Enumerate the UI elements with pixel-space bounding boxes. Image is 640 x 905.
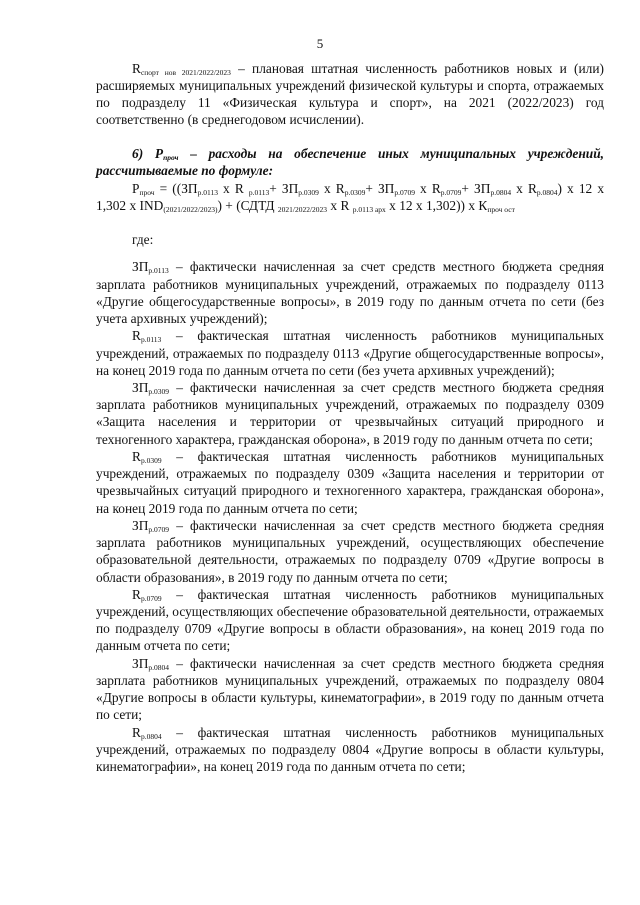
definition-r-0804: $R_{р.0804}$ – фактическая штатная численность работников муниципальных учреждений, отражаемых по подразделу 0804 «Другие вопросы в области культуры, кинематографии», на конец 2019 года по данным отчета по сети; [96,725,604,775]
definition-zp-0709: $ЗП_{р.0709}$ – фактически начисленная за счет средств местного бюджета средняя зарплата работников муниципальных учреждений, осуществляющих обеспечение образовательной деятельности, отражаемых по подразделу 0709 «Другие вопросы в области образования», в 2019 году по данным отчета по сети; [96,518,604,585]
definition-r-0113: $R_{р.0113}$ – фактическая штатная численность работников муниципальных учреждений, отражаемых по подразделу 0113 «Другие общегосударственные вопросы», на конец 2019 года по данным отчета по сети (без учета архивных учреждений); [96,328,604,378]
definition-text: – плановая штатная численность работников новых и (или) расширяемых муниципальных учреждений физической культуры и спорта, отражаемых по подразделу 11 «Физическая культура и спорт», на 2021 (2022/2023) год соответственно (в среднегодовом исчислении). [96,61,604,128]
document-body [96,60,604,775]
definition-r-0709: $R_{р.0709}$ – фактическая штатная численность работников муниципальных учреждений, осуществляющих обеспечение образовательной деятельности, отражаемых по подразделу 0709 «Другие вопросы в области образования», на конец 2019 года по данным отчета по сети; [96,587,604,654]
symbol-subscript: спорт нов 2021/2022/2023 [140,68,231,77]
definition-zp-0309: $ЗП_{р.0309}$ – фактически начисленная за счет средств местного бюджета средняя зарплата работников муниципальных учреждений, отражаемых по подразделу 0309 «Защита населения и территории от чрезвычайных ситуаций природного и техногенного характера, гражданская оборона», в 2019 году по данным отчета по сети; [96,380,604,447]
where-label: где: [132,232,154,248]
symbol: R [132,61,141,76]
section-heading: 6) $Р_{проч}$ – расходы на обеспечение иных муниципальных учреждений, рассчитываемые по формуле: [96,146,605,179]
formula: $Р_{проч} = ((ЗП_{р.0113}$ х R $_{р.0113}+ ЗП_{р.0309}$ х $R_{р.0309}+ ЗП_{р.0709}$ х $R_{р.0709}+ ЗП_{р.0804}$ х $R_{р.0804}$) х 12 х 1,302 х $IND_{(2021/2022/2023)}$) + (СДТД $_{2021/2022/2023}$ х R $_{р.0113 арх}$ х 12 х 1,302)) х $К_{проч ост}$ [96,181,605,215]
definition-zp-0804: $ЗП_{р.0804}$ – фактически начисленная за счет средств местного бюджета средняя зарплата работников муниципальных учреждений, отражаемых по подразделу 0804 «Другие вопросы в области культуры, кинематографии», в 2019 году по данным отчета по сети; [96,656,604,723]
definition-zp-0113: $ЗП_{р.0113}$ – фактически начисленная за счет средств местного бюджета средняя зарплата работников муниципальных учреждений, отражаемых по подразделу 0113 «Другие общегосударственные вопросы», в 2019 году по данным отчета по сети (без учета архивных учреждений); [96,259,604,326]
definition-r-0309: $R_{р.0309}$ – фактическая штатная численность работников муниципальных учреждений, отражаемых по подразделу 0309 «Защита населения и территории от чрезвычайных ситуаций природного и техногенного характера, гражданская оборона», на конец 2019 года по данным отчета по сети; [96,449,604,516]
page-number: 5 [316,36,324,51]
definition-r-sport [96,60,604,128]
